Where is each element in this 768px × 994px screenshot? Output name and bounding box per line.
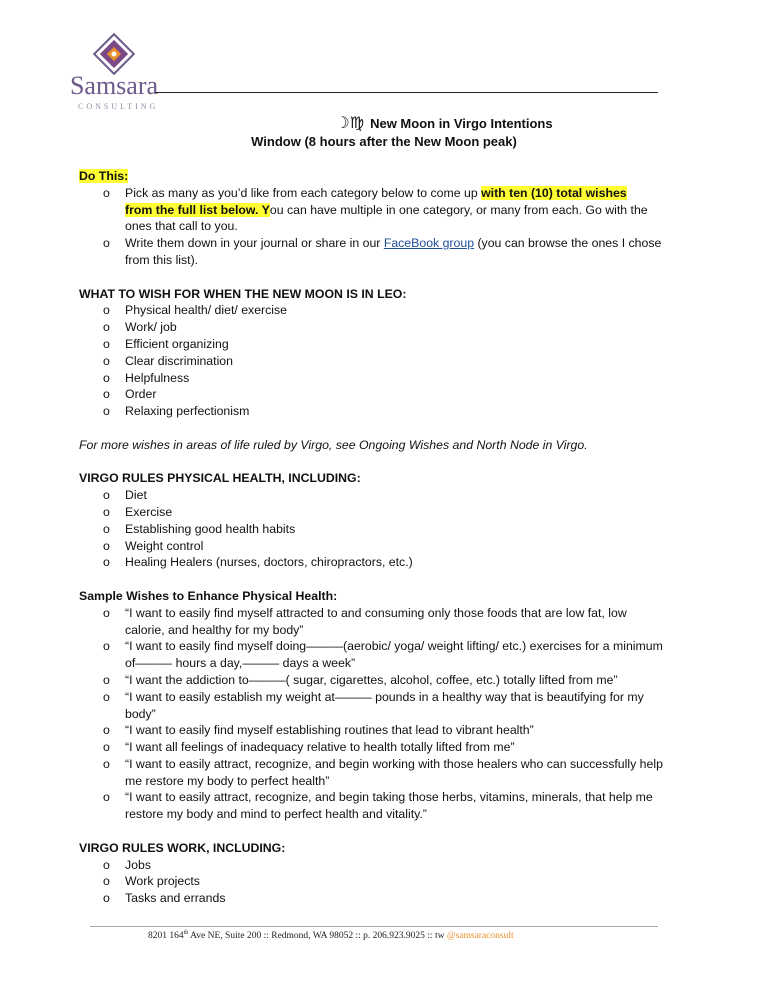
list-item: o “I want the addiction to———( sugar, cigarettes, alcohol, coffee, etc.) totally lifted from me”: [103, 672, 618, 687]
moon-virgo-icon: ☽♍: [335, 113, 365, 132]
list-item: o Healing Healers (nurses, doctors, chiropractors, etc.): [103, 555, 413, 570]
list-item: o “I want to easily find myself establishing routines that lead to vibrant health”: [103, 723, 534, 738]
list-item: o Helpfulness: [103, 370, 190, 385]
list-item: o Jobs: [103, 857, 151, 872]
sample-wishes-list: [79, 605, 664, 823]
list-item: o Physical health/ diet/ exercise: [103, 303, 287, 318]
what-to-wish-list: [79, 302, 664, 420]
list-item: o Work/ job: [103, 320, 177, 335]
page-subtitle: Window (8 hours after the New Moon peak): [251, 134, 517, 149]
more-wishes-note: For more wishes in areas of life ruled by Virgo, see Ongoing Wishes and North Node in Virgo.: [79, 437, 588, 452]
work-list: [79, 857, 664, 907]
do-this-list: [79, 185, 664, 269]
list-item: o Write them down in your journal or share in our FaceBook group (you can browse the ones I chose from this list).: [103, 236, 662, 267]
list-item: o “I want to easily attract, recognize, and begin taking those herbs, vitamins, minerals, that help me restore my body and mind to perfect health and vitality.”: [103, 790, 653, 822]
list-item: o Clear discrimination: [103, 353, 233, 368]
list-item: o “I want to easily attract, recognize, and begin working with those healers who can successfully help me restore my body to perfect health”: [103, 756, 663, 788]
list-item: o Diet: [103, 488, 147, 503]
list-item: o Exercise: [103, 504, 173, 519]
list-item: o Relaxing perfectionism: [103, 404, 250, 419]
physical-health-list: [79, 487, 664, 571]
list-item: o “I want to easily find myself attracted to and consuming only those foods that are low fat, low calorie, and healthy for my body”: [103, 605, 627, 637]
physical-health-heading: VIRGO RULES PHYSICAL HEALTH, INCLUDING:: [79, 471, 361, 486]
header-divider: [156, 92, 658, 93]
facebook-group-link[interactable]: FaceBook group: [383, 236, 475, 251]
list-item: o Tasks and errands: [103, 891, 226, 906]
footer-divider: [90, 926, 658, 927]
list-item: o Order: [103, 387, 157, 402]
list-item: o Weight control: [103, 538, 204, 553]
list-item: o “I want all feelings of inadequacy relative to health totally lifted from me”: [103, 740, 515, 755]
footer-address: 8201 164th Ave NE, Suite 200 :: Redmond, WA 98052 :: p. 206.923.9025 :: tw @samsaraconsult: [148, 930, 514, 942]
twitter-handle-link[interactable]: @samsaraconsult: [446, 931, 514, 942]
work-heading: VIRGO RULES WORK, INCLUDING:: [79, 840, 286, 855]
diamond-logo-icon: [92, 32, 136, 76]
document-body: [79, 168, 664, 907]
page-title: ☽♍ New Moon in Virgo Intentions: [335, 113, 553, 132]
list-item: o “I want to easily find myself doing———(aerobic/ yoga/ weight lifting/ etc.) exercises for a minimum of——— hours a day,——— days a week”: [103, 639, 663, 671]
logo-name: Samsara: [69, 71, 159, 100]
list-item: o “I want to easily establish my weight at——— pounds in a healthy way that is beautifying for my body”: [103, 689, 644, 721]
samsara-logo: [64, 32, 164, 111]
list-item: o Establishing good health habits: [103, 521, 296, 536]
list-item: o Pick as many as you’d like from each category below to come up with ten (10) total wishes from the full list below. You can have multiple in one category, or many from each. Go with the ones that call to you.: [103, 185, 648, 234]
list-item: o Efficient organizing: [103, 336, 229, 351]
logo-subtitle: CONSULTING: [78, 102, 159, 111]
list-item: o Work projects: [103, 874, 200, 889]
do-this-heading: Do This:: [79, 169, 129, 183]
what-to-wish-heading: WHAT TO WISH FOR WHEN THE NEW MOON IS IN LEO:: [79, 286, 407, 301]
sample-wishes-heading: Sample Wishes to Enhance Physical Health:: [79, 588, 338, 603]
